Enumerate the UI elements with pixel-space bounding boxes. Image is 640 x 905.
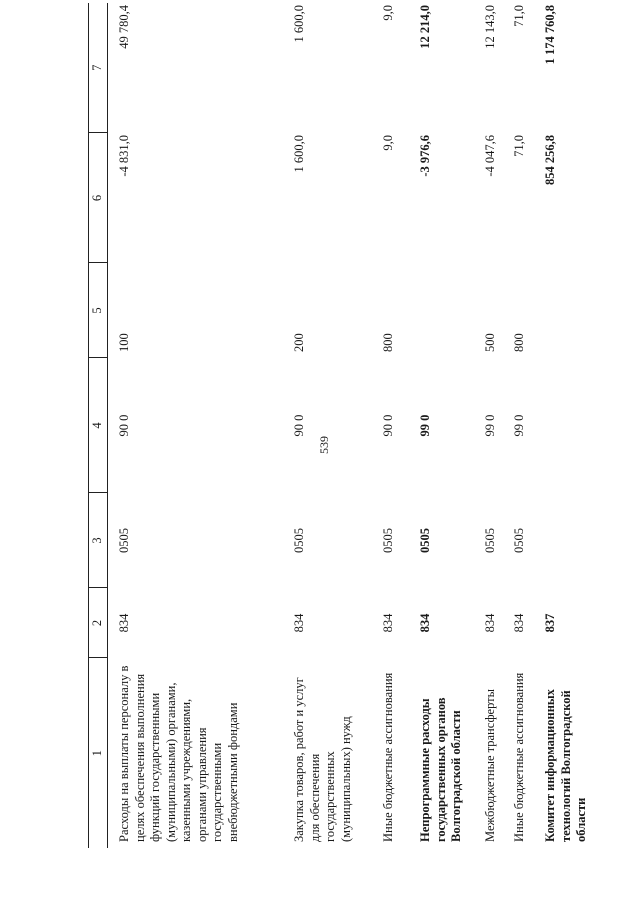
row-col-2: 834 (117, 613, 131, 633)
row-col-2: 837 (543, 613, 557, 633)
row-col-4: 99 0 (418, 414, 432, 437)
row-name: Комитет информационных технологий Волгоградской области (543, 689, 588, 842)
row-col-7: 1 174 760,8 (543, 5, 557, 65)
row-col-2: 834 (483, 613, 497, 633)
row-name: Расходы на выплаты персоналу в целях обеспечения выполнения функций государственными (муниципальными) органами, казенными учреждениями, органами управления государственными внебюджетными фондами (117, 665, 240, 842)
row-col-2: 834 (418, 613, 432, 633)
header-col-4: 4 (89, 358, 108, 493)
row-col-4: 90 0 (117, 414, 131, 437)
row-col-3: 0505 (483, 528, 497, 553)
row-name: Иные бюджетные ассигнования (512, 672, 526, 842)
row-col-7: 9,0 (381, 5, 395, 21)
row-col-3: 0505 (418, 528, 432, 553)
row-col-7: 12 143,0 (483, 5, 497, 49)
row-col-4: 99 0 (483, 414, 497, 437)
header-col-7: 7 (89, 3, 108, 133)
row-col-5: 800 (512, 333, 526, 352)
row-col-2: 834 (512, 613, 526, 633)
header-col-6: 6 (89, 133, 108, 263)
table-row (474, 3, 503, 848)
row-name: Межбюджетные трансферты (483, 688, 497, 842)
table-row (372, 3, 409, 848)
row-col-2: 834 (381, 613, 395, 633)
row-col-6: 9,0 (381, 135, 395, 151)
row-col-6: 1 600,0 (292, 135, 306, 173)
table-row (409, 3, 474, 848)
rotated-table-container (88, 3, 616, 848)
row-col-6: -3 976,6 (418, 135, 432, 177)
header-col-5: 5 (89, 263, 108, 358)
table-row (534, 3, 603, 848)
row-col-4: 99 0 (512, 414, 526, 437)
header-col-1: 1 (89, 658, 108, 848)
table-header-row (89, 3, 108, 848)
row-name: Закупка товаров, работ и услуг для обеспечения государственных (муниципальных) нужд (292, 677, 353, 842)
table-row (108, 3, 284, 848)
row-col-7: 71,0 (512, 5, 526, 27)
row-col-6: 71,0 (512, 135, 526, 157)
page-number: 539 (317, 436, 331, 454)
header-col-2: 2 (89, 588, 108, 658)
table-row (283, 3, 372, 848)
row-col-5: 200 (292, 333, 306, 352)
row-col-5 (534, 263, 603, 358)
row-col-4 (534, 358, 603, 493)
row-col-4: 90 0 (292, 414, 306, 437)
row-col-5: 100 (117, 333, 131, 352)
row-col-4: 90 0 (381, 414, 395, 437)
row-col-5 (409, 263, 474, 358)
row-col-5: 500 (483, 333, 497, 352)
row-col-5: 800 (381, 333, 395, 352)
row-col-2: 834 (292, 613, 306, 633)
row-col-7: 1 600,0 (292, 5, 306, 43)
row-col-3: 0505 (381, 528, 395, 553)
row-col-6: 854 256,8 (543, 135, 557, 185)
row-col-7: 12 214,0 (418, 5, 432, 49)
row-col-7: 49 780,4 (117, 5, 131, 49)
table-row (503, 3, 534, 848)
row-name: Непрограммные расходы государственных органов Волгоградской области (418, 697, 463, 842)
budget-table (88, 3, 603, 848)
row-col-3 (534, 493, 603, 588)
row-col-3: 0505 (117, 528, 131, 553)
row-col-6: -4 047,6 (483, 135, 497, 177)
row-col-3: 0505 (512, 528, 526, 553)
row-col-3: 0505 (292, 528, 306, 553)
row-col-6: -4 831,0 (117, 135, 131, 177)
row-name: Иные бюджетные ассигнования (381, 672, 395, 842)
header-col-3: 3 (89, 493, 108, 588)
